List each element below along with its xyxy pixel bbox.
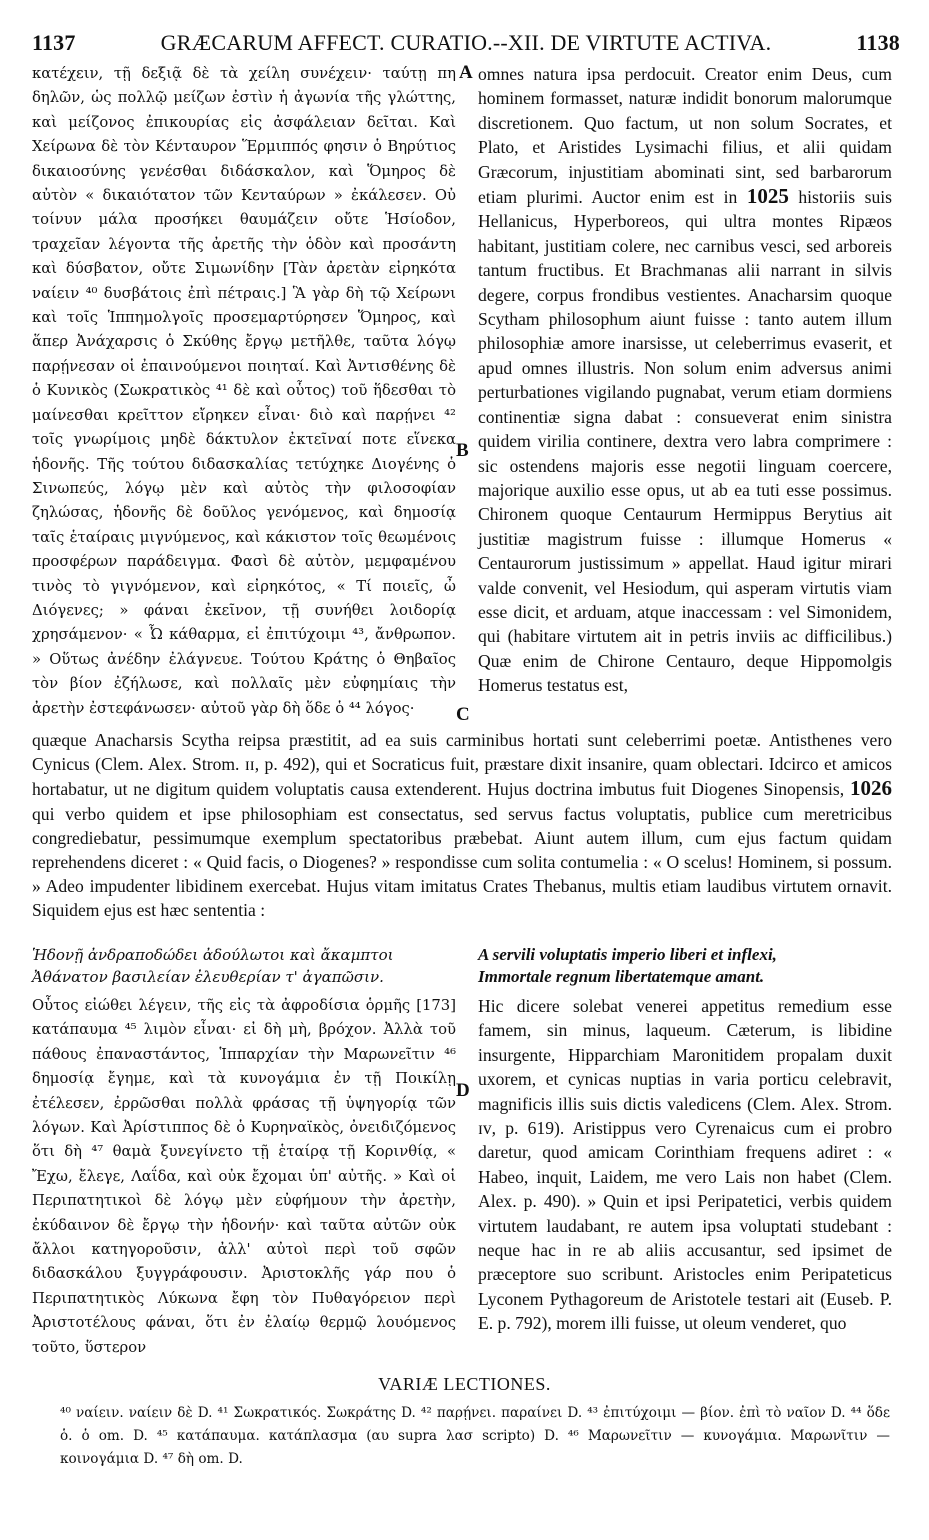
page-number-right: 1138: [856, 30, 900, 55]
verse-latin-line-1: A servili voluptatis imperio liberi et inflexi,: [478, 945, 777, 964]
verse-greek-line-2: Ἀθάνατον βασιλείαν ἐλευθερίαν τ' ἀγαπῶσιν.: [32, 968, 384, 986]
running-title: GRÆCARUM AFFECT. CURATIO.--XII. DE VIRTUTE ACTIVA.: [160, 30, 772, 55]
margin-marker-c: C: [456, 704, 470, 725]
full-width-passage: [32, 728, 892, 923]
margin-marker-d: D: [456, 1080, 470, 1101]
latin-text-b: historiis suis Hellanicus, Hyperboreos, qui ultra montes Ripæos habitant, justitiam colere, nec carnibus vesci, sed arboreis tantum fructibus. Et Brachmanas alii narrant in silvis degere, corpus frondibus vestientes. Anacharsim quoque Scytham philosophum aiunt fuisse : tanto autem illum philosophiæ amore inarsisse, ut celeberrimus evaserit, et apud omnes illustris. Non solum enim adversus animi perturbationes vigilando pugnabat, verum etiam dormiens continentiæ signa dabat : consueverat enim sinistra quidem virilia continere, dextra vero labra comprimere : sic ostendens majoris esse negotii linguam coercere, majorique auxilio esse opus, ut ab ea tuti esse possimus. Chironem quoque Centaurum Hermippus Berytius ait justitiæ magistrum fuisse : illumque Homerus « Centaurorum justissimum » appellat. Haud igitur mirari valde convenit, vel Hesiodum, qui asperam virtutis viam esse dicit, et arduam, atque inaccessam : vel Simonidem, qui (habitare virtutem ait in petris inviis ac difficilibus.) Quæ enim de Chirone Centauro, deque Hippomolgis Homerus testatus est,: [478, 187, 892, 696]
latin-column-top: [478, 62, 892, 698]
greek-paragraph-bottom: Οὗτος εἰώθει λέγειν, τῆς εἰς τὰ ἀφροδίσια ὁρμῆς [173] κατάπαυμα ⁴⁵ λιμὸν εἶναι· εἰ δὴ μὴ, βρόχον. Ἀλλὰ τοῦ πάθους ἐπαναστάντος, Ἱππαρχίαν τὴν Μαρωνεῖτιν ⁴⁶ δημοσίᾳ ἔγημε, καὶ τὰ κυνογάμια ἐν τῇ Ποικίλῃ ἐτέλεσεν, ἐρρῶσθαι πολλὰ φράσας τῇ ὑψηγορίᾳ τῶν λόγων. Καὶ Ἀρίστιππος δὲ ὁ Κυρηναϊκὸς, ὀνειδιζόμενος ὅτι δὴ ⁴⁷ θαμὰ ξυνεγίνετο τῇ ἑταίρᾳ τῇ Κορινθίᾳ, « Ἔχω, ἔλεγε, Λαΐδα, καὶ οὐκ ἔχομαι ὑπ' αὐτῆς. » Καὶ οἱ Περιπατητικοὶ δὲ λόγῳ μὲν εὐφήμουν τὴν ἀρετὴν, ἐκύδαινον δὲ ἔργῳ τὴν ἡδονήν· καὶ ταῦτα αὐτῶν οὐκ ἄλλοι κατηγοροῦσιν, ἀλλ' αὐτοὶ περὶ τοῦ σφῶν διδασκάλου ξυγγράφουσιν. Ἀριστοκλῆς γάρ που ὁ Περιπατητικὸς Λύκωνα ἔφη τὸν Πυθαγόρειον περὶ Ἀριστοτέλους φάναι, ὅτι ἐν ἐλαίῳ θερμῷ λουόμενος τοῦτο, ὕστερον: [32, 997, 456, 1356]
greek-column-bottom: [32, 994, 456, 1360]
verse-latin-line-2: Immortale regnum libertatemque amant.: [478, 967, 765, 986]
greek-paragraph-top: κατέχειν, τῇ δεξιᾷ δὲ τὰ χείλη συνέχειν· ταύτῃ πη δηλῶν, ὡς πολλῷ μείζων ἐστὶν ἡ ἀγωνία τῆς γλώττης, καὶ μείζονος ἐπικουρίας εἰς ἀσφάλειαν δεῖται. Καὶ Χείρωνα δὲ τὸν Κένταυρον Ἕρμιππός φησιν ὁ Βηρύτιος δικαιοσύνης γενέσθαι διδάσκαλον, καὶ Ὅμηρος δὲ αὐτὸν « δικαιότατον τῶν Κενταύρων » ἐκάλεσεν. Οὐ τοίνυν μάλα προσήκει θαυμάζειν οὔτε Ἡσίοδον, τραχεῖαν λέγοντα τῆς ἀρετῆς τὴν ὁδὸν καὶ προσάντη καὶ δύσβατον, οὔτε Σιμωνίδην [Τὰν ἀρετὰν εἰρηκότα ναίειν ⁴⁰ δυσβάτοις ἐπὶ πέτραις.] Ἃ γὰρ δὴ τῷ Χείρωνι καὶ τοῖς Ἱππημολγοῖς προσεμαρτύρησεν Ὅμηρος, καὶ ἅπερ Ἀνάχαρσις ὁ Σκύθης ἔργῳ μετῆλθε, ταῦτα λόγῳ παρῄνεσαν οἱ ἐπαινούμενοι ποιηταί. Καὶ Ἀντισθένης δὲ ὁ Κυνικὸς (Σωκρατικὸς ⁴¹ δὲ καὶ οὗτος) τοῦ ἥδεσθαι τὸ μαίνεσθαι κρεῖττον εἴρηκεν εἶναι· διὸ καὶ παρῄνει ⁴² τοῖς γνωρίμοις μηδὲ δάκτυλον ἐκτεῖναί ποτε εἵνεκα ἡδονῆς. Τῆς τούτου διδασκαλίας τετύχηκε Διογένης ὁ Σινωπεύς, λόγῳ μὲν καὶ αὐτὸς τὴν φιλοσοφίαν ζηλώσας, ἡδονῆς δὲ δοῦλος γενόμενος, καὶ δημοσίᾳ ταῖς ἑταίραις μιγνύμενος, καὶ κάκιστον τοῖς θεωμένοις προσφέρων παράδειγμα. Φασὶ δὲ αὐτὸν, μεμφαμένου τινὸς τὸ γιγνόμενον, καὶ εἰρηκότος, « Τί ποιεῖς, ὦ Διόγενες; » φάναι ἐκεῖνον, τῇ συνήθει λοιδορίᾳ χρησάμενον· « Ὦ κάθαρμα, εἰ ἐπιτύχοιμι ⁴³, ἄνθρωπον. » Οὕτως ἀνέδην ἐλάγνευε. Τούτου Κράτης ὁ Θηβαῖος τὸν βίον ἐζήλωσε, καὶ πολλαῖς μὲν εὐφημίαις τὴν ἀρετὴν ἐστεφάνωσεν· αὐτοῦ γὰρ δὴ ὅδε ὁ ⁴⁴ λόγος·: [32, 65, 456, 717]
variae-lectiones-title: VARIÆ LECTIONES.: [378, 1374, 551, 1394]
verse-greek: [32, 944, 462, 988]
column-number-1026: 1026: [850, 776, 892, 801]
latin-text-a: omnes natura ipsa perdocuit. Creator enim Deus, cum hominem formasset, naturæ indidit bonorum malorumque discretionem. Quo factum, ut non solum Socrates, et Plato, et Aristides Lysimachi filius, et alii quidam Græcorum, injustitiam abominati sint, sed barbarorum etiam plurimi. Auctor enim est in: [478, 64, 892, 208]
latin-paragraph-top: [478, 62, 892, 698]
greek-column-top: [32, 62, 456, 721]
full-width-paragraph: [32, 728, 892, 923]
latin-paragraph-bottom: Hic dicere solebat venerei appetitus remedium esse famem, sin minus, laqueum. Cæterum, is libidine insurgente, Hipparchiam Maronitidem propalam duxit uxorem, et cynicas nuptias in varia porticu celebravit, magnificis illis suis dictis valedicens (Clem. Alex. Strom. ɪᴠ, p. 619). Aristippus vero Cyrenaicus cum ei probro daretur, quod amicam Corinthiam frequens adiret : « Habeo, inquit, Laidem, me vero Lais non habet (Clem. Alex. p. 490). » Quin et ipsi Peripatetici, verbis quidem virtutem laudabant, re autem ipsa voluptati studebant : neque hac in re ab aliis accusantur, sed ipsimet de præceptore suo scribunt. Aristocles enim Peripateticus Lyconem Pythagoreum de Aristotele testari ait (Euseb. P. E. p. 792), morem illi fuisse, ut oleum venderet, quo: [478, 996, 892, 1334]
verse-latin: [478, 944, 892, 988]
latin-column-bottom: [478, 994, 892, 1336]
column-number-1025: 1025: [746, 184, 789, 209]
page-number-left: 1137: [32, 30, 76, 55]
verse-greek-line-1: Ἡδονῇ ἀνδραποδώδει ἀδούλωτοι καὶ ἄκαμπτοι: [32, 946, 394, 964]
running-header: [32, 30, 900, 56]
full-text-a: quæque Anacharsis Scytha reipsa præstitit, ad ea suis carminibus hortati sunt celeberrimi poetæ. Antisthenes vero Cynicus (Clem. Alex. Strom. ɪɪ, p. 492), qui et Socraticus fuit, præstare dixit insanire, quam oblectari. Idcirco et amicos hortabatur, ut ne digitum quidem voluptatis causa extenderent. Hujus doctrina imbutus fuit Diogenes Sinopensis,: [32, 730, 892, 800]
margin-marker-b: B: [456, 440, 469, 461]
variae-lectiones-notes: ⁴⁰ ναίειν. ναίειν δὲ D. ⁴¹ Σωκρατικός. Σωκράτης D. ⁴² παρῄνει. παραίνει D. ⁴³ ἐπιτύχοιμι — βίον. ἐπὶ τὸ ναῖον D. ⁴⁴ ὅδε ὁ. ὁ om. D. ⁴⁵ κατάπαυμα. κατάπλασμα (αυ supra λασ scripto) D. ⁴⁶ Μαρωνεῖτιν — κυνογάμια. Μαρωνῖτιν — κοινογάμια D. ⁴⁷ δὴ om. D.: [60, 1405, 890, 1467]
full-text-b: qui verbo quidem et ipse philosophiam est consectatus, sed servus factus voluptatis, publice cum meretricibus congrediebatur, pessimumque exemplum spectatoribus præbebat. Aiunt autem illum, cum ejus factum quidam reprehendens diceret : « Quid facis, o Diogenes? » respondisse cum solita contumelia : « O scelus! Hominem, si possum. » Adeo impudenter libidinem exercebat. Hujus vitam imitatus Crates Thebanus, multis etiam laudibus virtutem ornavit. Siquidem ejus est hæc sententia :: [32, 803, 892, 921]
margin-marker-a: A: [459, 62, 473, 83]
